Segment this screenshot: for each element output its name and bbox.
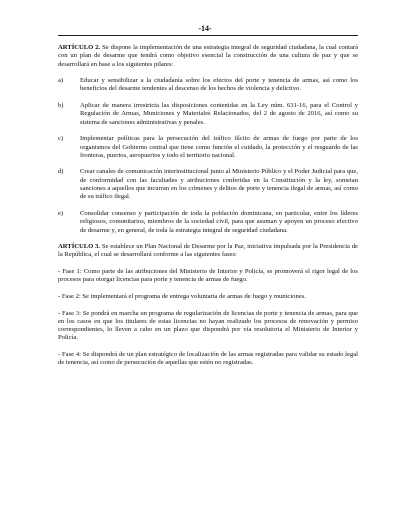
page-number: -14- (198, 24, 212, 33)
article-3-paragraph (58, 243, 358, 260)
list-item (58, 102, 358, 127)
list-item-letter: a) (58, 77, 64, 85)
article-2-paragraph (58, 44, 358, 69)
document-body (58, 44, 358, 376)
list-item-letter: e) (58, 209, 64, 217)
article-2-intro: Se dispone la implementación de una estrategia integral de seguridad ciudadana, la cual contará con un plan de desarme que tendrá como objetivo esencial la construcción de una cultura de paz y que se desarrollará en base a los siguientes pilares: (58, 44, 359, 68)
header-rule (58, 35, 358, 36)
list-item-text: Aplicar de manera irrestricta las disposiciones contenidas en la Ley núm. 631-16, para el Control y Regulación de Armas, Municiones y Materiales Relacionados, del 2 de agosto de 2016, así como su sistema de sanciones administrativas y penales. (80, 102, 358, 126)
article-3-title: ARTÍCULO 3. (58, 243, 101, 251)
list-item-text: Implementar políticas para la persecución del tráfico ilícito de armas de fuego por parte de los organismos del Gobierno central que tiene como función el cuidado, la protección y el resguardo de las fronteras, puertos, aeropuertos y todo el territorio nacional. (80, 135, 358, 159)
list-item-letter: d) (58, 168, 64, 176)
phase-item: - Fase 1: Como parte de las atribuciones del Ministerio de Interior y Policía, se promoverá el rigor legal de los procesos para otorgar licencias para porte y tenencia de armas de fuego. (58, 268, 358, 284)
phase-item: - Fase 2: Se implementará el programa de entrega voluntaria de armas de fuego y municiones. (58, 292, 306, 300)
list-item-text: Consolidar consenso y participación de toda la población dominicana, en particular, entre los líderes religiosos, comunitarios, miembros de la sociedad civil, para que asuman y apoyen un proceso efectivo de desarme y, en general, de toda la estrategia integral de seguridad ciudadana. (80, 209, 358, 234)
list-item (58, 135, 358, 160)
phase-item: - Fase 4: Se dispondrá de un plan estratégico de localización de las armas registradas para validar su estado legal de tenencia, así como de persecución de aquellas que estén no registradas. (58, 350, 358, 367)
article-2-title: ARTÍCULO 2. (58, 44, 101, 51)
list-item-text: Educar y sensibilizar a la ciudadanía sobre los efectos del porte y tenencia de armas, así como los beneficios del desarme tendentes al descenso de los hechos de violencia y delictivo. (80, 77, 358, 93)
phase-item: - Fase 3: Se pondrá en marcha un programa de regularización de licencias de porte y tenencia de armas, para que en los casos en que los titulares de estas licencias no hayan realizado los procesos de renovación y permiso correspondientes, lo lleven a cabo en un plazo que dispondrá por vía resolutoria el Ministerio de Interior y Policía. (58, 309, 358, 342)
list-item (58, 210, 358, 235)
list-item (58, 168, 358, 201)
list-item-letter: c) (58, 135, 64, 143)
list-item (58, 77, 358, 94)
article-3-intro: Se establece un Plan Nacional de Desarme por la Paz, iniciativa impulsada por la Presidencia de la República, el cual se desarrollará conforme a las siguientes fases: (58, 243, 358, 259)
list-item-letter: b) (58, 102, 64, 110)
list-item-text: Crear canales de comunicación interinstitucional junto al Ministerio Público y el Poder Judicial para que, de conformidad con las facultades y atribuciones conferidas en la Constitución y la ley, sometan sanciones a aquellos que incurran en los crímenes y delitos de porte y tenencia ilegal de armas, así como de su tráfico ilegal. (80, 168, 358, 201)
